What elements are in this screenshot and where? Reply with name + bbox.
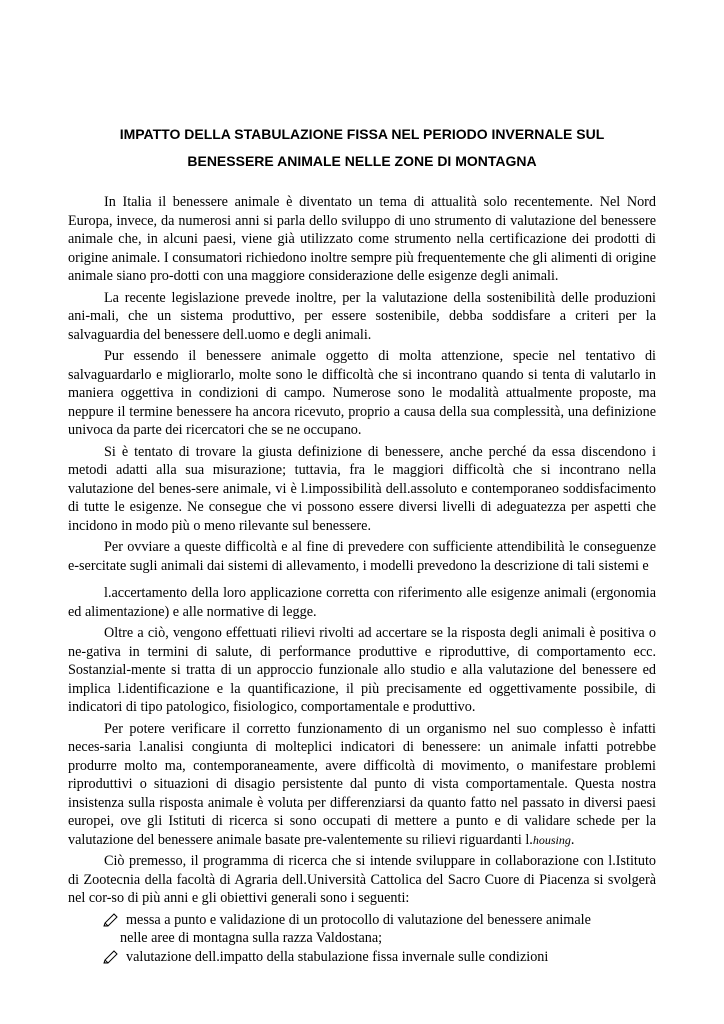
list-item-line-2: nelle aree di montagna sulla razza Valdostana; bbox=[120, 930, 383, 946]
paragraph-5: Per ovviare a queste difficoltà e al fine di prevedere con sufficiente attendibilità le conseguenze e-sercitate sugli animali dai sistemi di allevamento, i modelli prevedono la descrizione di tali sistemi e bbox=[68, 539, 656, 574]
paragraph-7: Oltre a ciò, vengono effettuati rilievi rivolti ad accertare se la risposta degli animali è positiva o ne-gativa in termini di salute, di performance produttive e riproduttive, di comportamento ecc. Sostanzial-mente si tratta di un approccio funzionale allo studio e alla valutazione del benessere ed implica l.identificazione e la quantificazione, il più precisamente ed oggettivamente possibile, di indicatori di tipo patologico, fisiologico, comportamentale e produttivo. bbox=[68, 625, 656, 715]
paragraph-8-text: Per potere verificare il corretto funzionamento di un organismo nel suo complesso è infatti neces-saria l.analisi congiunta di molteplici indicatori di benessere: un animale infatti potrebbe produrre molto ma, contemporaneamente, avere difficoltà di movimento, o manifestare problemi riproduttivi o situazioni di disagio persistente dal punto di vista comportamentale. Questa nostra insistenza sulla risposta animale è voluta per differenziarsi da quanto fatto nel passato in diversi paesi europei, ove gli Istituti di ricerca si sono occupati di mettere a punto e di validare schede per la valutazione del benessere animale basate pre-valentemente su rilievi riguardanti l. bbox=[68, 720, 656, 848]
paragraph-2: La recente legislazione prevede inoltre, per la valutazione della sostenibilità delle produzioni ani-mali, che un sistema produttivo, per essere sostenibile, debba soddisfare a criteri per la salvaguardia del benessere dell.uomo e degli animali. bbox=[68, 289, 656, 343]
list-item bbox=[68, 911, 656, 948]
list-item-line-1: valutazione dell.impatto della stabulazione fissa invernale sulle condizioni bbox=[126, 948, 549, 965]
title-line-1: IMPATTO DELLA STABULAZIONE FISSA NEL PERIODO INVERNALE SUL bbox=[119, 126, 605, 142]
list-item bbox=[68, 948, 656, 967]
paragraph-8-end: . bbox=[570, 831, 575, 848]
paragraph-6: l.accertamento della loro applicazione corretta con riferimento alle esigenze animali (ergonomia ed alimentazione) e alle normative di legge. bbox=[68, 585, 656, 620]
objectives-list bbox=[68, 911, 656, 967]
pencil-icon bbox=[102, 950, 118, 964]
paragraph-4: Si è tentato di trovare la giusta definizione di benessere, anche perché da essa discendono i metodi adatti alla sua misurazione; tuttavia, fra le maggiori difficoltà che si incontrano nella valutazione del benes-sere animale, vi è l.impossibilità dell.assoluto e contemporaneo soddisfacimento di tutte le esigenze. Ne consegue che vi possono essere diversi livelli di adeguatezza per aspetti che incidono in modo più o meno rilevante sul benessere. bbox=[68, 443, 656, 534]
title-line-2: BENESSERE ANIMALE NELLE ZONE DI MONTAGNA bbox=[187, 153, 537, 169]
housing-word: housing bbox=[532, 832, 571, 847]
list-item-line-1: messa a punto e validazione di un protocollo di valutazione del benessere animale bbox=[126, 911, 591, 928]
paragraph-8 bbox=[68, 720, 656, 850]
document-title bbox=[60, 121, 664, 175]
paragraph-3: Pur essendo il benessere animale oggetto di molta attenzione, specie nel tentativo di salvaguardarlo e migliorarlo, molte sono le difficoltà che si incontrano quando si tenta di valutarlo in maniera oggettiva in condizioni di campo. Numerose sono le modalità attualmente proposte, ma neppure il termine benessere ha ancora ricevuto, proprio a causa della sua complessità, una definizione univoca da parte dei ricercatori che se ne occupano. bbox=[68, 348, 656, 438]
paragraph-9: Ciò premesso, il programma di ricerca che si intende sviluppare in collaborazione con l.Istituto di Zootecnia della facoltà di Agraria dell.Università Cattolica del Sacro Cuore di Piacenza si svolgerà nel cor-so di più anni e gli obiettivi generali sono i seguenti: bbox=[68, 853, 656, 906]
document-body bbox=[68, 193, 656, 966]
pencil-icon bbox=[102, 913, 118, 927]
paragraph-1: In Italia il benessere animale è diventato un tema di attualità solo recentemente. Nel Nord Europa, invece, da numerosi anni si parla dello sviluppo di uno strumento di valutazione del benessere animale che, in alcuni paesi, viene già utilizzato come strumento nella certificazione dei prodotti di origine animale. I consumatori richiedono inoltre sempre più frequentemente che gli alimenti di origine animale siano pro-dotti con una maggiore considerazione delle esigenze degli animali. bbox=[68, 194, 656, 284]
